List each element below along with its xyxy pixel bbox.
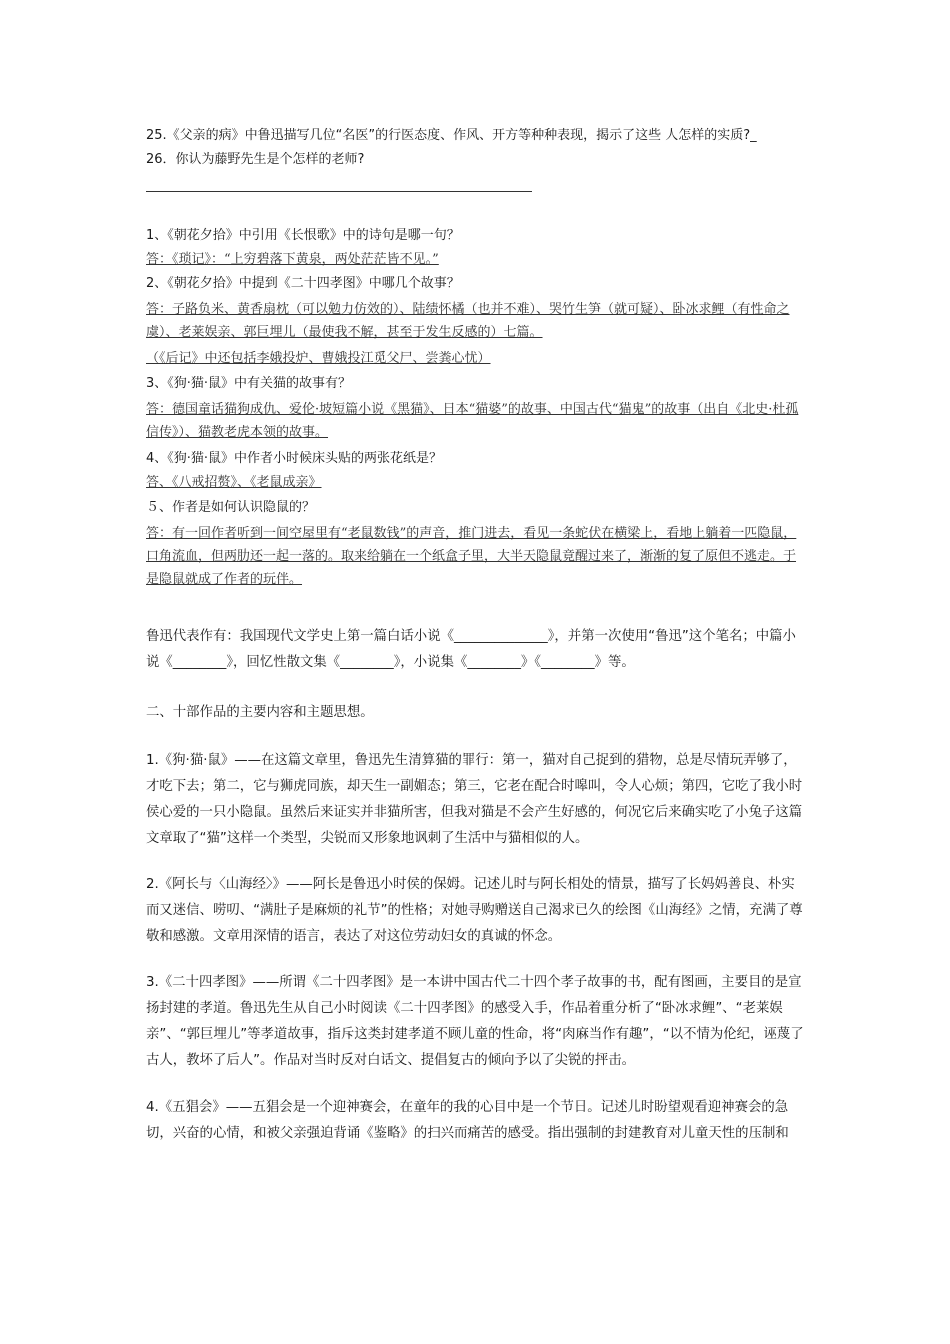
qa-3-question: 3、《狗·猫·鼠》中有关猫的故事有？ (146, 376, 352, 391)
qa-4-question: 4、《狗·猫·鼠》中作者小时候床头贴的两张花纸是？ (146, 451, 443, 466)
work-summary-1: 1.《狗·猫·鼠》——在这篇文章里，鲁迅先生清算猫的罪行：第一，猫对自己捉到的猎物，总是尽情玩弄够了，才吃下去；第二，它与狮虎同族，却天生一副媚态；第三，它老在配合时嗥叫，令人心烦；第四，它吃了我小时侯心爱的一只小隐鼠。虽然后来证实并非猫所害，但我对猫是不会产生好感的，何况它后来确实吃了小兔子这篇文章取了“猫”这样一个类型，尖锐而又形象地讽刺了生活中与猫相似的人。 (146, 753, 803, 846)
answer-line (146, 191, 532, 192)
section-title: 二、十部作品的主要内容和主题思想。 (146, 705, 374, 720)
work-summary-2: 2.《阿长与〈山海经〉》——阿长是鲁迅小时侯的保姆。记述儿时与阿长相处的情景，描写了长妈妈善良、朴实而又迷信、唠叨、“满肚子是麻烦的礼节”的性格；对她寻购赠送自己渴求已久的绘图《山海经》之情，充满了尊敬和感激。文章用深情的语言，表达了对这位劳动妇女的真诚的怀念。 (146, 877, 803, 944)
question-25: 25.《父亲的病》中鲁迅描写几位“名医”的行医态度、作风、开方等种种表现，揭示了这些 人怎样的实质?_ (146, 128, 757, 143)
work-summary-4: 4.《五猖会》——五猖会是一个迎神赛会，在童年的我的心目中是一个节日。记述儿时盼望观看迎神赛会的急切，兴奋的心情，和被父亲强迫背诵《鉴略》的扫兴而痛苦的感受。指出强制的封建教育对儿童天性的压制和 (146, 1100, 789, 1141)
qa-2-answer-note: （《后记》中还包括李娥投炉、曹娥投江觅父尸、尝粪心忧） (146, 351, 491, 366)
qa-3-answer: 答：德国童话猫狗成仇、爱伦·坡短篇小说《黑猫》、日本“猫婆”的故事、中国古代“猫鬼”的故事（出自《北史·杜孤信传》）、猫教老虎本领的故事。 (146, 402, 799, 440)
works-fill-blank: 鲁迅代表作有：我国现代文学史上第一篇白话小说《______________》，并第一次使用“鲁迅”这个笔名；中篇小说《________》，回忆性散文集《________》，小说集《________》《________》等。 (146, 629, 796, 670)
question-26: 26．你认为藤野先生是个怎样的老师? (146, 152, 365, 167)
qa-2-question: 2、《朝花夕拾》中提到《二十四孝图》中哪几个故事？ (146, 276, 460, 291)
qa-1-answer: 答：《琐记》：“上穷碧落下黄泉，两处茫茫皆不见。” (146, 252, 439, 267)
qa-5-answer: 答：有一回作者听到一间空屋里有“老鼠数钱”的声音，推门进去，看见一条蛇伏在横梁上，看地上躺着一匹隐鼠，口角流血，但两肋还一起一落的。取来给躺在一个纸盒子里，大半天隐鼠竟醒过来了，渐渐的复了原但不逃走。于是隐鼠就成了作者的玩伴。 (146, 526, 797, 587)
qa-2-answer: 答：子路负米、黄香扇枕（可以勉力仿效的）、陆绩怀橘（也并不难）、哭竹生笋（就可疑）、卧冰求鲤（有性命之虞）、老莱娱亲、郭巨埋儿（最使我不解，甚至于发生反感的）七篇。 (146, 302, 790, 340)
qa-4-answer: 答、《八戒招赘》、《老鼠成亲》 (146, 475, 322, 490)
qa-1-question: 1、《朝花夕拾》中引用《长恨歌》中的诗句是哪一句？ (146, 228, 460, 243)
work-summary-3: 3.《二十四孝图》——所谓《二十四孝图》是一本讲中国古代二十四个孝子故事的书，配有图画，主要目的是宣扬封建的孝道。鲁迅先生从自己小时阅读《二十四孝图》的感受入手，作品着重分析了“卧冰求鲤”、“老莱娱亲”、“郭巨埋儿”等孝道故事，指斥这类封建孝道不顾儿童的性命，将“肉麻当作有趣”，“以不情为伦纪，诬蔑了古人，教坏了后人”。作品对当时反对白话文、提倡复古的倾向予以了尖锐的抨击。 (146, 975, 804, 1068)
qa-5-question: ５、作者是如何认识隐鼠的？ (146, 500, 316, 515)
